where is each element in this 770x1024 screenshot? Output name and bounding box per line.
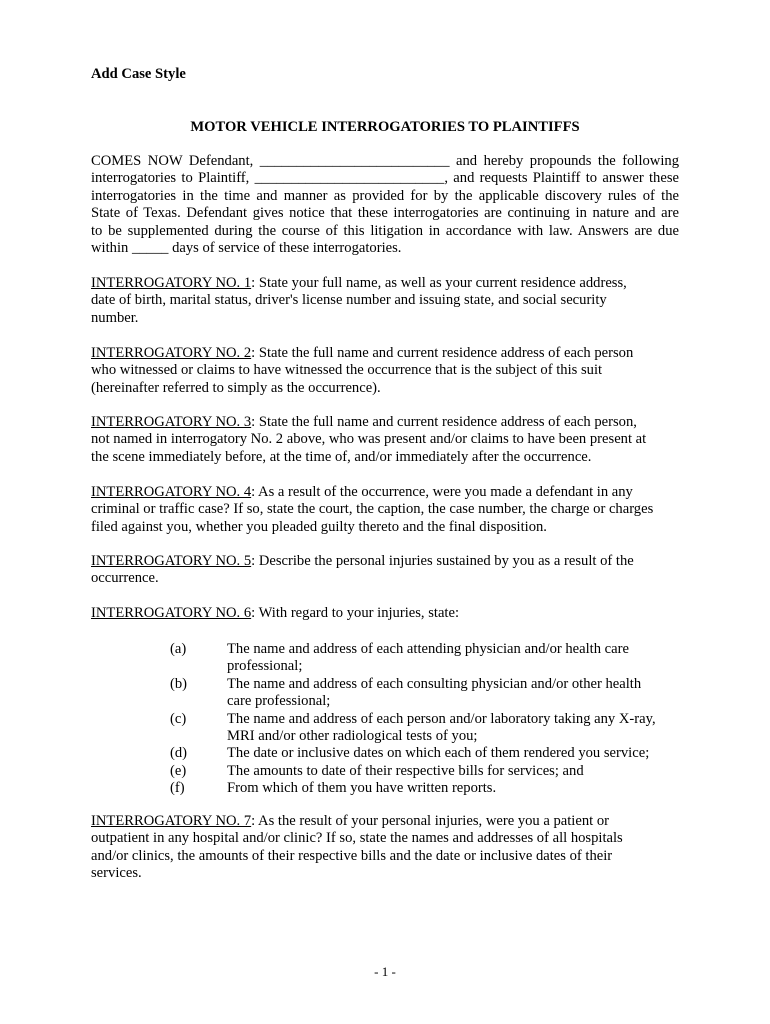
intro-line: within _____ days of service of these interrogatories. (91, 240, 402, 257)
interrogatory-text: : Describe the personal injuries sustained by you as a result of the (251, 553, 634, 569)
interrogatory-text: and/or clinics, the amounts of their respective bills and the date or inclusive dates of their (91, 847, 613, 864)
interrogatory-text: filed against you, whether you pleaded guilty thereto and the final disposition. (91, 518, 547, 535)
intro-line: to be supplemented during the course of this litigation in accordance with law. Answers are due (91, 222, 679, 239)
list-item-text: professional; (227, 658, 303, 675)
interrogatory-3 (91, 414, 691, 466)
interrogatory-label: INTERROGATORY NO. 4 (91, 484, 252, 500)
interrogatory-1 (91, 275, 691, 327)
list-item-letter: (b) (170, 675, 188, 692)
list-item-text: The name and address of each person and/or laboratory taking any X-ray, (227, 710, 656, 727)
interrogatory-label: INTERROGATORY NO. 6 (91, 605, 252, 621)
interrogatory-5 (91, 553, 691, 588)
interrogatory-text: the scene immediately before, at the time of, and/or immediately after the occurrence. (91, 448, 592, 465)
list-item (170, 763, 690, 780)
interrogatory-text: occurrence. (91, 570, 159, 587)
interrogatory-text: : State your full name, as well as your current residence address, (251, 275, 627, 291)
interrogatory-4 (91, 484, 691, 536)
interrogatory-text: date of birth, marital status, driver's license number and issuing state, and social security (91, 292, 607, 309)
list-item-text: The amounts to date of their respective bills for services; and (227, 762, 584, 779)
interrogatory-text: : As the result of your personal injuries, were you a patient or (251, 813, 610, 829)
interrogatory-text: criminal or traffic case? If so, state the court, the caption, the case number, the charge or charges (91, 501, 654, 518)
interrogatory-text: number. (91, 309, 139, 326)
interrogatory-text: outpatient in any hospital and/or clinic? If so, state the names and addresses of all hospitals (91, 830, 623, 847)
list-item-letter: (c) (170, 710, 187, 727)
interrogatory-text: : With regard to your injuries, state: (251, 605, 460, 621)
intro-line: interrogatories in the time and manner as provided for by the applicable discovery rules of the (91, 187, 679, 204)
list-item (170, 711, 690, 746)
case-style-heading: Add Case Style (91, 66, 186, 82)
list-item (170, 676, 690, 711)
interrogatory-text: services. (91, 865, 142, 882)
interrogatory-text: : State the full name and current residence address of each person (251, 345, 634, 361)
list-item-text: From which of them you have written reports. (227, 780, 497, 797)
injury-details-list (170, 641, 690, 798)
interrogatory-label: INTERROGATORY NO. 3 (91, 414, 252, 430)
interrogatory-label: INTERROGATORY NO. 2 (91, 345, 252, 361)
list-item-text: The date or inclusive dates on which each of them rendered you service; (227, 745, 650, 762)
interrogatory-label: INTERROGATORY NO. 7 (91, 813, 252, 829)
interrogatory-label: INTERROGATORY NO. 1 (91, 275, 252, 291)
list-item (170, 745, 690, 762)
interrogatory-2 (91, 345, 691, 397)
list-item-text: care professional; (227, 693, 331, 710)
interrogatory-text: : State the full name and current residence address of each person, (251, 414, 637, 430)
intro-line: COMES NOW Defendant, __________________________ and hereby propounds the following (91, 153, 679, 169)
page-number: - 1 - (374, 964, 396, 979)
document-title: MOTOR VEHICLE INTERROGATORIES TO PLAINTIFFS (190, 119, 580, 135)
list-item-text: The name and address of each attending physician and/or health care (227, 641, 629, 657)
interrogatory-6 (91, 605, 691, 622)
list-item (170, 641, 690, 676)
interrogatory-text: not named in interrogatory No. 2 above, who was present and/or claims to have been present at (91, 431, 647, 448)
interrogatory-text: who witnessed or claims to have witnessed the occurrence that is the subject of this suit (91, 362, 603, 379)
interrogatory-7 (91, 813, 691, 883)
list-item-letter: (f) (170, 780, 185, 797)
intro-paragraph (91, 153, 679, 257)
list-item-letter: (e) (170, 762, 187, 779)
list-item-text: The name and address of each consulting physician and/or other health (227, 675, 642, 692)
interrogatory-label: INTERROGATORY NO. 5 (91, 553, 252, 569)
interrogatory-text: : As a result of the occurrence, were you made a defendant in any (251, 484, 633, 500)
intro-line: interrogatories to Plaintiff, __________________________, and requests Plaintiff to answer these (91, 170, 679, 187)
list-item-letter: (d) (170, 745, 188, 762)
interrogatory-text: (hereinafter referred to simply as the occurrence). (91, 379, 381, 396)
list-item (170, 780, 690, 797)
list-item-text: MRI and/or other radiological tests of you; (227, 728, 478, 745)
intro-line: State of Texas. Defendant gives notice that these interrogatories are continuing in nature and are (91, 205, 679, 222)
list-item-letter: (a) (170, 641, 187, 657)
